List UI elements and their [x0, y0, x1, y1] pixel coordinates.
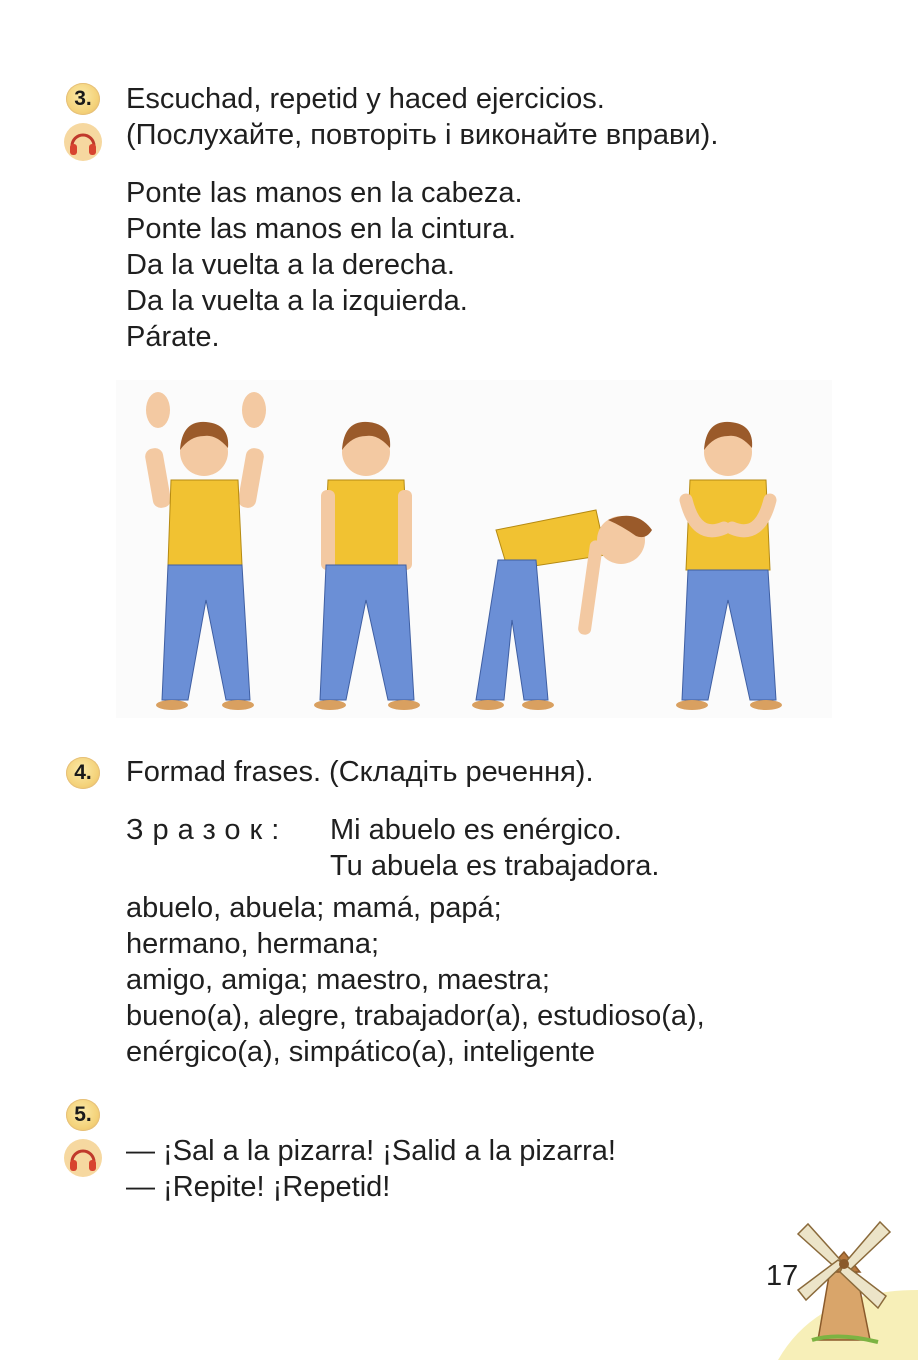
- text-line: Párate.: [126, 321, 220, 353]
- text-line: Ponte las manos en la cabeza.: [126, 177, 523, 209]
- exercise-number: 5.: [74, 1103, 92, 1126]
- sample-line: Tu abuela es trabajadora.: [330, 850, 660, 882]
- exercise-title: Formad frases. (Складіть речення).: [126, 756, 594, 788]
- exercise-title: Escuchad, repetid y haced ejercicios.: [126, 83, 605, 115]
- exercise-number: 4.: [74, 761, 92, 784]
- exercise-subtitle: (Послухайте, повторіть і виконайте вправи).: [126, 119, 719, 151]
- sample-lines: [330, 812, 659, 884]
- dialogue-line: — ¡Repite! ¡Repetid!: [126, 1171, 391, 1203]
- word-line: hermano, hermana;: [126, 928, 380, 960]
- dialogue-line: — ¡Sal a la pizarra! ¡Salid a la pizarra!: [126, 1135, 616, 1167]
- boy-bending: [472, 510, 652, 710]
- word-line: bueno(a), alegre, trabajador(a), estudioso(a),: [126, 1000, 705, 1032]
- word-list: [126, 890, 705, 1070]
- windmill-icon: [778, 1200, 918, 1360]
- text-line: Da la vuelta a la derecha.: [126, 249, 455, 281]
- headphones-icon[interactable]: [63, 122, 103, 162]
- boy-arms-up: [144, 392, 266, 710]
- sample-line: Mi abuelo es enérgico.: [330, 814, 622, 846]
- exercise-number-badge: [66, 757, 100, 789]
- exercise-number-badge: [66, 1099, 100, 1131]
- word-line: amigo, amiga; maestro, maestra;: [126, 964, 550, 996]
- exercise-number: 3.: [74, 87, 92, 110]
- text-line: Da la vuelta a la izquierda.: [126, 285, 468, 317]
- page-number: 17: [766, 1260, 799, 1292]
- exercise-illustration: [116, 380, 832, 718]
- boy-standing: [314, 422, 420, 710]
- sample-label: Зразок:: [126, 814, 289, 846]
- dialogue-lines: [126, 1133, 616, 1205]
- boy-hands-on-chest: [676, 422, 782, 710]
- word-line: abuelo, abuela; mamá, papá;: [126, 892, 502, 924]
- word-line: enérgico(a), simpático(a), inteligente: [126, 1036, 596, 1068]
- text-line: Ponte las manos en la cintura.: [126, 213, 517, 245]
- headphones-icon[interactable]: [63, 1138, 103, 1178]
- exercise-number-badge: [66, 83, 100, 115]
- exercise-lines: [126, 175, 523, 355]
